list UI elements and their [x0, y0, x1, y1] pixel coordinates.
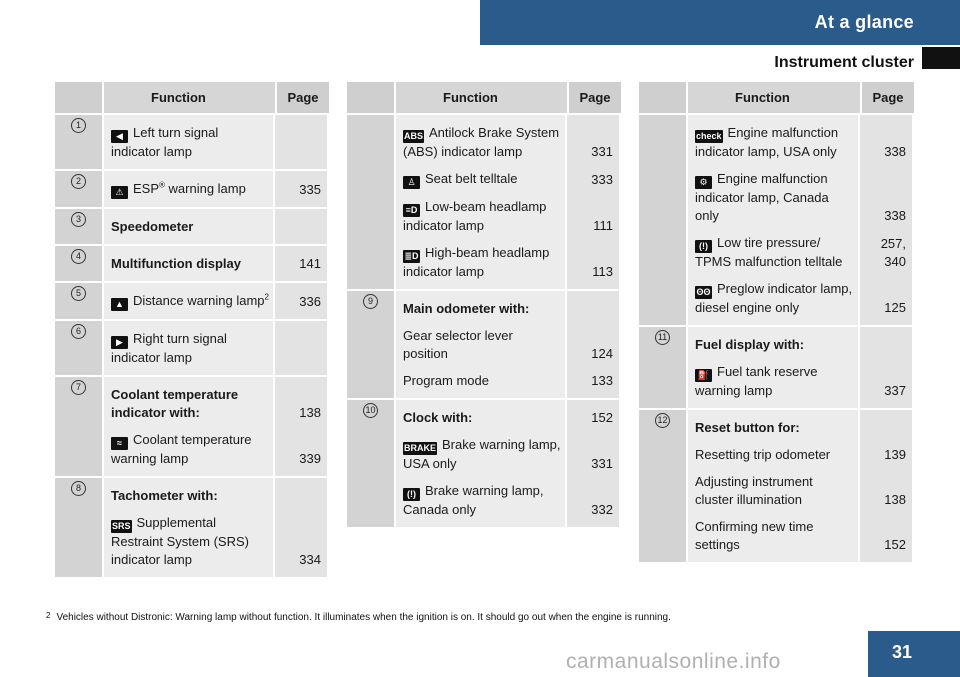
function-item: [688, 464, 912, 509]
footnote: [46, 611, 671, 623]
row-content: [104, 209, 329, 246]
row-number-cell: [55, 246, 104, 283]
seat-belt-icon: ♙: [403, 176, 420, 189]
table-row: [55, 209, 329, 246]
row-number-cell: [55, 283, 104, 321]
function-text: [688, 115, 860, 161]
function-label: Brake warning lamp, USA only: [403, 437, 561, 471]
page-ref: [860, 410, 912, 437]
superscript: 2: [264, 292, 269, 302]
function-item: [396, 400, 619, 427]
row-content: [396, 291, 621, 400]
table-row: [347, 400, 621, 529]
page-ref: [275, 209, 327, 236]
function-item: [104, 283, 327, 311]
page-ref: [275, 115, 327, 161]
page-number: 31: [868, 631, 960, 677]
srs-icon: SRS: [112, 521, 131, 531]
row-number-cell: [639, 115, 688, 327]
check-engine-icon: check: [696, 131, 722, 141]
function-text: [688, 464, 860, 509]
function-label: Multifunction display: [111, 256, 241, 271]
row-number: 5: [71, 286, 86, 301]
function-text: [104, 283, 275, 311]
table-row: [55, 283, 329, 321]
row-number-cell: [347, 400, 396, 529]
table-row: [639, 115, 914, 327]
abs-icon: ABS: [404, 131, 424, 141]
row-number: 10: [363, 403, 378, 418]
esp-warning-icon: ⚠: [111, 186, 128, 199]
function-text: [104, 171, 275, 199]
function-item: [396, 161, 619, 189]
row-number-cell: [639, 327, 688, 410]
page-ref: 331: [591, 144, 613, 159]
function-text: [688, 327, 860, 354]
page-ref: 152: [884, 537, 906, 552]
page-ref: [860, 327, 912, 354]
function-item: [104, 246, 327, 273]
function-label: ESP: [133, 181, 160, 196]
header-page: Page: [569, 82, 621, 115]
row-content: [104, 478, 329, 579]
row-content: [688, 327, 914, 410]
table-row: [347, 291, 621, 400]
function-label: Clock with:: [403, 410, 473, 425]
function-label: Low-beam headlamp indicator lamp: [403, 199, 547, 233]
function-label: Right turn signal indicator lamp: [111, 331, 227, 365]
function-item: [396, 189, 619, 235]
function-text: [104, 505, 275, 569]
header-function: Function: [396, 82, 569, 115]
function-label: Preglow indicator lamp, diesel engine only: [695, 281, 853, 315]
function-text: [104, 478, 275, 505]
row-number-cell: [55, 377, 104, 478]
function-text: [688, 410, 860, 437]
function-label: Brake warning lamp, Canada only: [403, 483, 544, 517]
row-number-cell: [347, 291, 396, 400]
function-label: Low tire pressure/ TPMS malfunction telltale: [695, 235, 843, 269]
row-number: 2: [71, 174, 86, 189]
function-item: [688, 437, 912, 464]
function-label: Distance warning lamp: [133, 293, 265, 308]
function-text: [396, 473, 567, 519]
function-label: Confirming new time settings: [695, 519, 814, 552]
function-text: [396, 189, 567, 235]
function-item: [396, 235, 619, 281]
function-text: [104, 422, 275, 468]
function-item: [396, 291, 619, 318]
header-function: Function: [688, 82, 862, 115]
header-num-cell: [347, 82, 396, 115]
page-ref: 125: [884, 300, 906, 315]
row-number: 3: [71, 212, 86, 227]
function-item: [396, 473, 619, 519]
footnote-text: Vehicles without Distronic: Warning lamp without function. It illuminates when the ignition is on. It should go out when the engine is running.: [56, 612, 671, 623]
page-ref: [275, 478, 327, 505]
page-ref: 257, 340: [880, 236, 906, 269]
function-item: [688, 271, 912, 317]
row-number: 12: [655, 413, 670, 428]
function-item: [104, 377, 327, 422]
function-text: [104, 246, 275, 273]
header-tab-marker: [922, 47, 960, 69]
function-text: [396, 291, 567, 318]
row-number-cell: [55, 171, 104, 209]
row-number-cell: [55, 321, 104, 377]
function-table-1: [55, 82, 329, 579]
function-text: [396, 115, 567, 161]
page-ref: 339: [299, 451, 321, 466]
right-turn-icon: ▶: [111, 336, 128, 349]
function-label: High-beam headlamp indicator lamp: [403, 245, 550, 279]
table-row: [55, 171, 329, 209]
row-number: 11: [655, 330, 670, 345]
function-label: Reset button for:: [695, 420, 800, 435]
row-number: 6: [71, 324, 86, 339]
function-item: [396, 363, 619, 390]
table-row: [55, 377, 329, 478]
function-item: [104, 115, 327, 161]
function-item: [688, 161, 912, 225]
page-ref: 335: [299, 182, 321, 197]
function-text: [104, 115, 275, 161]
function-item: [104, 422, 327, 468]
function-text: [396, 235, 567, 281]
function-text: [688, 271, 860, 317]
page-ref: 333: [591, 172, 613, 187]
function-text: [104, 321, 275, 367]
row-number-cell: [55, 478, 104, 579]
row-content: [396, 400, 621, 529]
function-label-suffix: warning lamp: [164, 181, 246, 196]
function-label: Gear selector lever position: [403, 328, 513, 361]
fuel-icon: ⛽: [695, 369, 712, 382]
function-label: Program mode: [403, 373, 489, 388]
page-ref: 338: [884, 208, 906, 223]
page-ref: 139: [884, 447, 906, 462]
header-num-cell: [55, 82, 104, 115]
function-label: Engine malfunction indicator lamp, Canada only: [695, 171, 829, 223]
function-item: [688, 327, 912, 354]
superscript: ®: [159, 180, 165, 190]
function-table-2: [347, 82, 621, 529]
page-ref: 138: [884, 492, 906, 507]
row-number: 1: [71, 118, 86, 133]
function-label: Left turn signal indicator lamp: [111, 125, 219, 159]
page-ref: [567, 291, 619, 318]
table-row: [55, 115, 329, 171]
row-number-cell: [639, 410, 688, 564]
function-label: Fuel tank reserve warning lamp: [695, 364, 818, 398]
row-number-cell: [55, 209, 104, 246]
left-turn-icon: ◀: [111, 130, 128, 143]
function-item: [688, 410, 912, 437]
row-number: 7: [71, 380, 86, 395]
function-text: [688, 509, 860, 554]
page-ref: 152: [591, 410, 613, 425]
header-row: [639, 82, 914, 115]
function-item: [688, 509, 912, 554]
tire-pressure-icon: (!): [695, 240, 712, 253]
header-num-cell: [639, 82, 688, 115]
page-ref: 133: [591, 373, 613, 388]
function-text: [688, 161, 860, 225]
function-item: [104, 171, 327, 199]
high-beam-icon: ≣D: [404, 251, 419, 261]
function-item: [396, 427, 619, 473]
page-ref: 124: [591, 346, 613, 361]
function-label: Engine malfunction indicator lamp, USA only: [695, 125, 839, 159]
function-label: Resetting trip odometer: [695, 447, 831, 462]
page-ref: 141: [299, 256, 321, 271]
row-content: [104, 115, 329, 171]
function-item: [396, 318, 619, 363]
function-text: [104, 209, 275, 236]
subsection-title: Instrument cluster: [774, 54, 914, 71]
watermark: carmanualsonline.info: [566, 650, 781, 673]
row-content: [104, 321, 329, 377]
distance-warning-icon: ▲: [111, 298, 128, 311]
row-content: [396, 115, 621, 291]
table-row: [347, 115, 621, 291]
row-number: 4: [71, 249, 86, 264]
function-text: [396, 400, 567, 427]
function-text: [396, 318, 567, 363]
row-number-cell: [55, 115, 104, 171]
page-ref: 113: [592, 264, 613, 279]
row-number-cell: [347, 115, 396, 291]
table-row: [55, 246, 329, 283]
page-ref: 337: [884, 383, 906, 398]
function-label: Main odometer with:: [403, 301, 530, 316]
function-text: [396, 161, 567, 189]
function-item: [396, 115, 619, 161]
page-ref: 332: [591, 502, 613, 517]
function-text: [688, 225, 860, 271]
footnote-mark: 2: [46, 611, 51, 620]
function-text: [104, 377, 275, 422]
function-item: [688, 354, 912, 400]
function-text: [396, 427, 567, 473]
page-ref: 338: [884, 144, 906, 159]
row-content: [688, 410, 914, 564]
coolant-icon: ≈: [111, 437, 128, 450]
function-text: [688, 437, 860, 464]
function-label: Tachometer with:: [111, 488, 218, 503]
page-ref: 336: [299, 294, 321, 309]
function-text: [396, 363, 567, 390]
table-row: [639, 410, 914, 564]
function-label: Supplemental Restraint System (SRS) indicator lamp: [111, 515, 249, 567]
table-row: [55, 321, 329, 377]
header-page: Page: [277, 82, 329, 115]
section-title: At a glance: [814, 12, 914, 32]
row-content: [104, 171, 329, 209]
function-item: [104, 209, 327, 236]
function-label: Fuel display with:: [695, 337, 805, 352]
row-content: [688, 115, 914, 327]
header-row: [55, 82, 329, 115]
function-item: [104, 321, 327, 367]
function-label: Adjusting instrument cluster illumination: [695, 474, 813, 507]
function-label: Seat belt telltale: [425, 171, 518, 186]
function-text: [688, 354, 860, 400]
page-ref: 331: [591, 456, 613, 471]
page-ref: 334: [299, 552, 321, 567]
engine-canada-icon: ⚙: [695, 176, 712, 189]
function-item: [104, 505, 327, 569]
row-content: [104, 283, 329, 321]
function-label: Coolant temperature warning lamp: [111, 432, 252, 466]
header-function: Function: [104, 82, 277, 115]
low-beam-icon: ≡D: [403, 204, 420, 217]
row-content: [104, 246, 329, 283]
preglow-icon: ʘʘ: [696, 287, 711, 297]
header-page: Page: [862, 82, 914, 115]
page-ref: [275, 321, 327, 367]
function-item: [104, 478, 327, 505]
brake-canada-icon: (!): [403, 488, 420, 501]
function-table-3: [639, 82, 914, 564]
row-number: 8: [71, 481, 86, 496]
function-label: Speedometer: [111, 219, 194, 234]
table-row: [55, 478, 329, 579]
row-number: 9: [363, 294, 378, 309]
function-item: [688, 115, 912, 161]
row-content: [104, 377, 329, 478]
function-label: Coolant temperature indicator with:: [111, 387, 239, 420]
brake-icon: BRAKE: [404, 443, 437, 453]
page-ref: 138: [299, 405, 321, 420]
function-label: Antilock Brake System (ABS) indicator lamp: [403, 125, 560, 159]
table-row: [639, 327, 914, 410]
page-ref: 111: [593, 218, 613, 233]
function-item: [688, 225, 912, 271]
header-row: [347, 82, 621, 115]
